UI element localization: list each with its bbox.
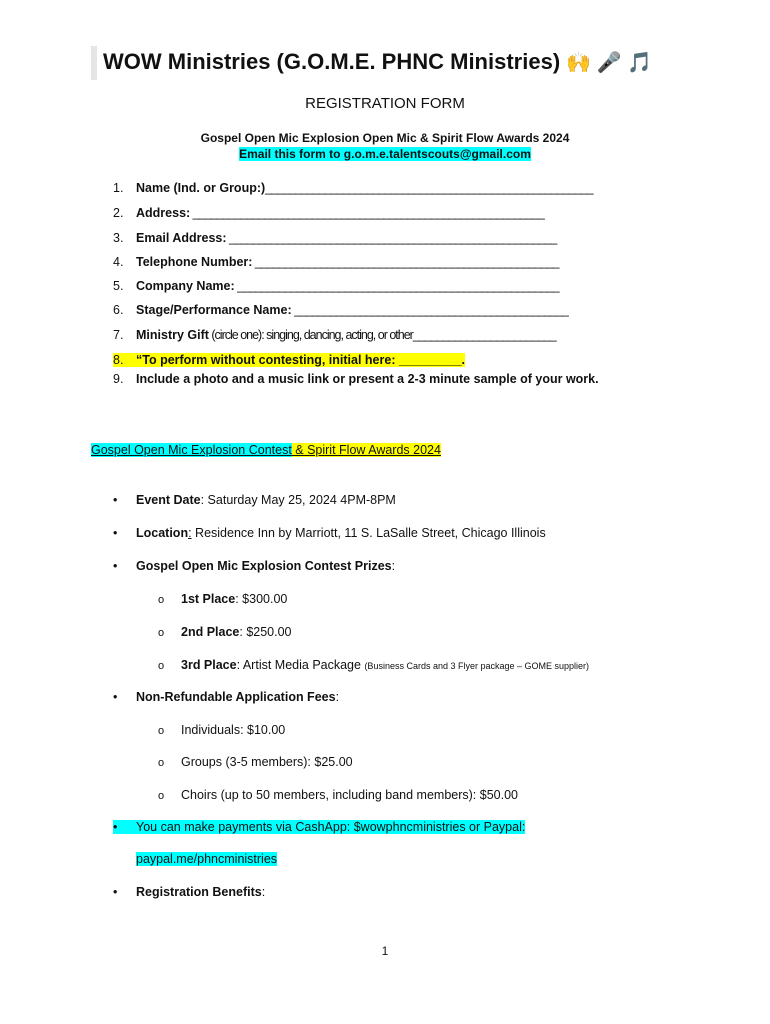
field-address[interactable]: 2. Address: ___________________________________________________________ xyxy=(113,206,544,220)
field-ministry-gift[interactable]: 7. Ministry Gift (circle one): singing, dancing, acting, or other________________________ xyxy=(113,328,556,342)
location-item: • Location: Residence Inn by Marriott, 11 S. LaSalle Street, Chicago Illinois xyxy=(113,526,546,540)
title-text: WOW Ministries (G.O.M.E. PHNC Ministries) xyxy=(103,49,561,74)
benefits-item: • Registration Benefits: xyxy=(113,885,266,899)
event-title: Gospel Open Mic Explosion Open Mic & Spirit Flow Awards 2024 xyxy=(200,131,570,145)
fee-individuals: o Individuals: $10.00 xyxy=(158,723,286,737)
prize-third-place: o 3rd Place: Artist Media Package (Business Cards and 3 Flyer package – GOME supplier) xyxy=(158,658,590,672)
contest-heading-part2: & Spirit Flow Awards 2024 xyxy=(291,443,441,457)
form-name: REGISTRATION FORM xyxy=(305,95,465,112)
fee-choirs: o Choirs (up to 50 members, including band members): $50.00 xyxy=(158,788,518,802)
email-instruction xyxy=(0,147,770,161)
event-date-item: • Event Date: Saturday May 25, 2024 4PM-8PM xyxy=(113,493,396,507)
prizes-item: • Gospel Open Mic Explosion Contest Prizes: xyxy=(113,559,396,573)
field-company[interactable]: 5. Company Name: ______________________________________________________ xyxy=(113,279,559,293)
document-title xyxy=(103,49,652,75)
title-left-bar xyxy=(91,46,97,80)
field-name[interactable]: 1. Name (Ind. or Group:)_______________________________________________________ xyxy=(113,181,593,195)
page-number: 1 xyxy=(381,944,389,958)
email-instruction-text: Email this form to g.o.m.e.talentscouts@gmail.com xyxy=(239,147,531,161)
fees-item: • Non-Refundable Application Fees: xyxy=(113,690,340,704)
fee-groups: o Groups (3-5 members): $25.00 xyxy=(158,755,353,769)
field-perform-initial[interactable]: 8. “To perform without contesting, initial here: _________. xyxy=(113,353,466,367)
prize-first-place: o 1st Place: $300.00 xyxy=(158,592,288,606)
praise-mic-music-icons: 🙌 🎤 🎵 xyxy=(566,52,652,74)
paypal-link[interactable]: paypal.me/phncministries xyxy=(136,852,278,866)
field-email[interactable]: 3. Email Address: _______________________________________________________ xyxy=(113,231,557,245)
photo-music-instruction: 9. Include a photo and a music link or present a 2-3 minute sample of your work. xyxy=(113,372,599,386)
field-stage-name[interactable]: 6. Stage/Performance Name: ______________________________________________ xyxy=(113,303,568,317)
contest-heading-part1: Gospel Open Mic Explosion Contest xyxy=(91,443,292,457)
prize-second-place: o 2nd Place: $250.00 xyxy=(158,625,292,639)
contest-heading xyxy=(91,443,441,457)
payment-item: • You can make payments via CashApp: $wowphncministries or Paypal: xyxy=(113,820,526,834)
field-telephone[interactable]: 4. Telephone Number: ___________________________________________________ xyxy=(113,255,559,269)
